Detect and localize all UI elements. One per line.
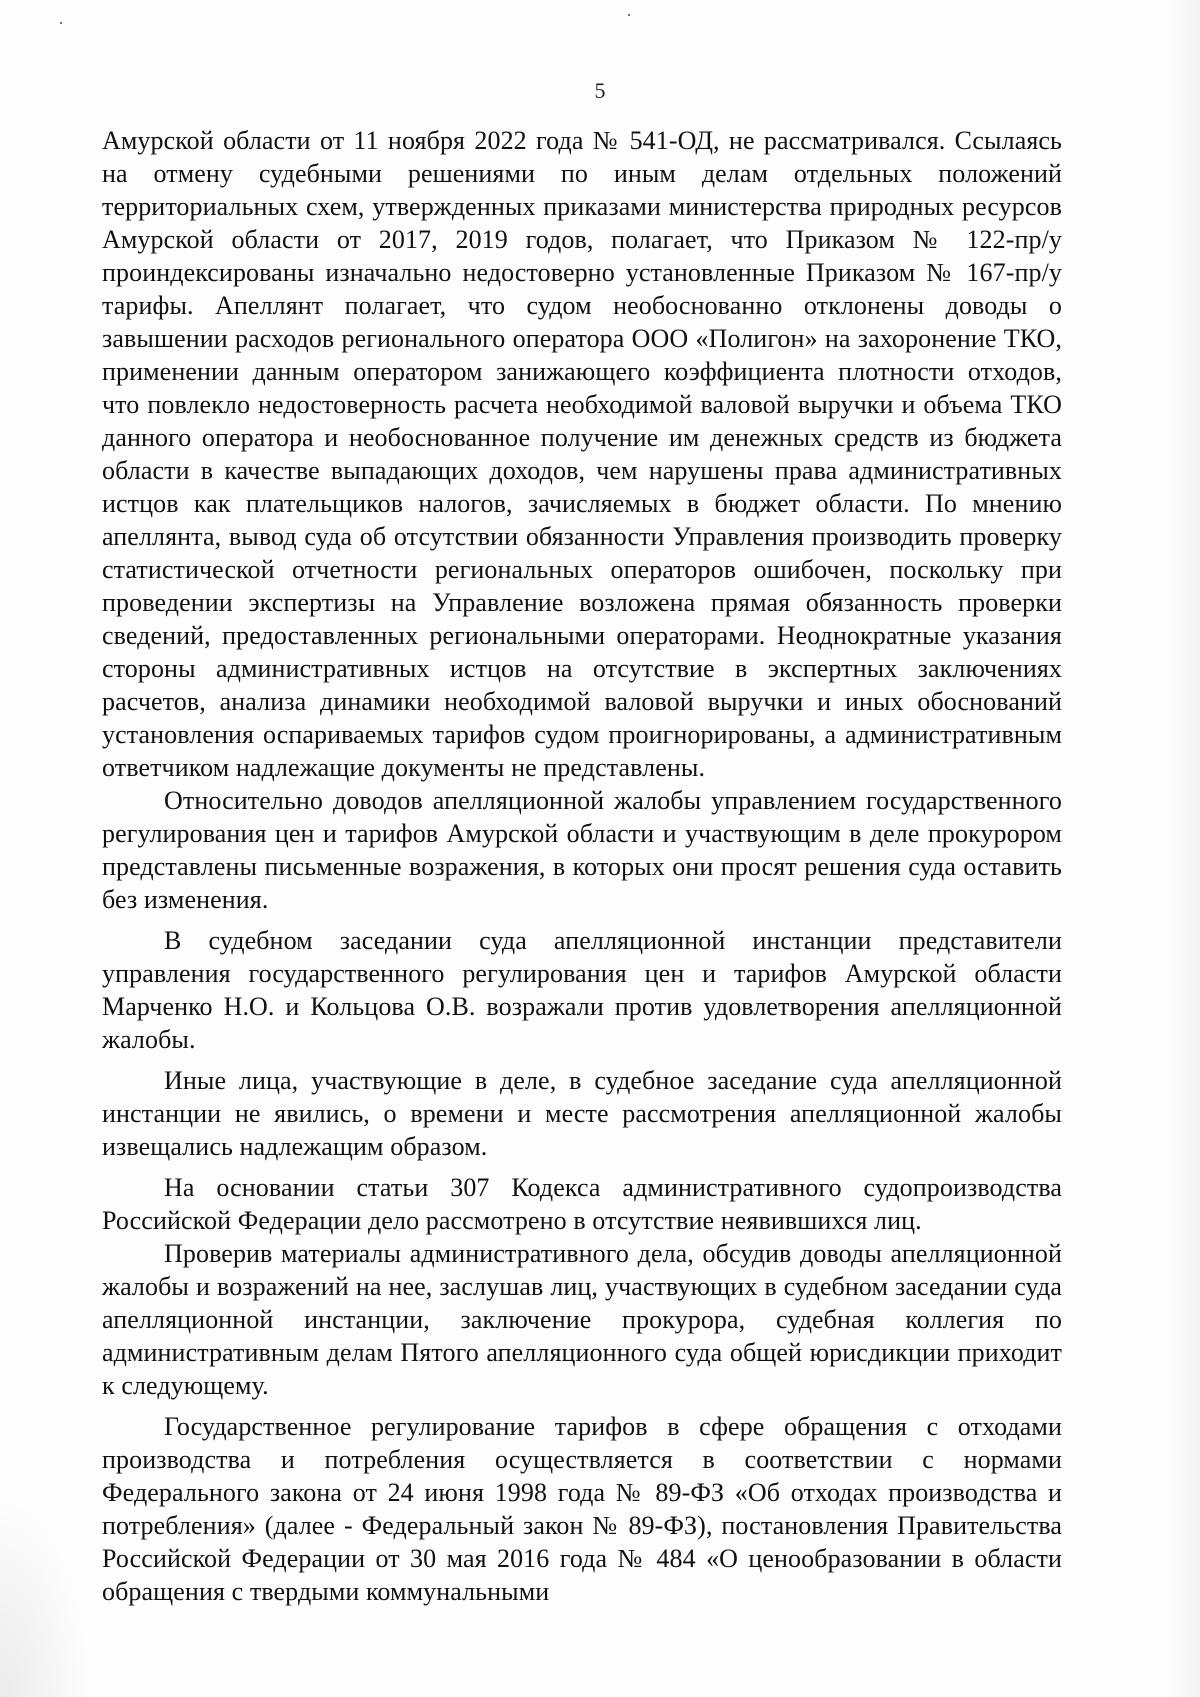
paragraph: Проверив материалы административного дела, обсудив доводы апелляционной жалобы и возражений на нее, заслушав лиц, участвующих в судебном заседании суда апелляционной инстанции, заключение прокурора, судебная коллегия по административным делам Пятого апелляционного суда общей юрисдикции приходит к следующему.	[102, 1239, 1062, 1400]
scan-speck	[60, 22, 62, 24]
paragraph: Иные лица, участвующие в деле, в судебное заседание суда апелляционной инстанции не явились, о времени и месте рассмотрения апелляционной жалобы извещались надлежащим образом.	[102, 1066, 1062, 1161]
page-number: 5	[594, 78, 606, 103]
scan-speck	[628, 14, 630, 16]
scan-edge-shading	[1170, 0, 1200, 1697]
paragraph: В судебном заседании суда апелляционной инстанции представители управления государственного регулирования цен и тарифов Амурской области Марченко Н.О. и Кольцова О.В. возражали против удовлетворения апелляционной жалобы.	[102, 926, 1062, 1054]
paragraph: На основании статьи 307 Кодекса административного судопроизводства Российской Федерации дело рассмотрено в отсутствие неявившихся лиц.	[102, 1173, 1062, 1235]
scan-corner-shading	[0, 1497, 90, 1697]
paragraph: Относительно доводов апелляционной жалобы управлением государственного регулирования цен и тарифов Амурской области и участвующим в деле прокурором представлены письменные возражения, в которых они просят решения суда оставить без изменения.	[102, 786, 1062, 914]
paragraph: Государственное регулирование тарифов в сфере обращения с отходами производства и потребления осуществляется в соответствии с нормами Федерального закона от 24 июня 1998 года № 89-ФЗ «Об отходах производства и потребления» (далее - Федеральный закон № 89-ФЗ), постановления Правительства Российской Федерации от 30 мая 2016 года № 484 «О ценообразовании в области обращения с твердыми коммунальными	[102, 1412, 1062, 1606]
paragraph: Амурской области от 11 ноября 2022 года № 541-ОД, не рассматривался. Ссылаясь на отмену судебными решениями по иным делам отдельных положений территориальных схем, утвержденных приказами министерства природных ресурсов Амурской области от 2017, 2019 годов, полагает, что Приказом № 122-пр/у проиндексированы изначально недостоверно установленные Приказом № 167-пр/у тарифы. Апеллянт полагает, что судом необоснованно отклонены доводы о завышении расходов регионального оператора ООО «Полигон» на захоронение ТКО, применении данным оператором занижающего коэффициента плотности отходов, что повлекло недостоверность расчета необходимой валовой выручки и объема ТКО данного оператора и необоснованное получение им денежных средств из бюджета области в качестве выпадающих доходов, чем нарушены права административных истцов как плательщиков налогов, зачисляемых в бюджет области. По мнению апеллянта, вывод суда об отсутствии обязанности Управления производить проверку статистической отчетности региональных операторов ошибочен, поскольку при проведении экспертизы на Управление возложена прямая обязанность проверки сведений, предоставленных региональными операторами. Неоднократные указания стороны административных истцов на отсутствие в экспертных заключениях расчетов, анализа динамики необходимой валовой выручки и иных обоснований установления оспариваемых тарифов судом проигнорированы, а административным ответчиком надлежащие документы не представлены.	[102, 126, 1062, 782]
document-body	[102, 124, 1062, 1608]
